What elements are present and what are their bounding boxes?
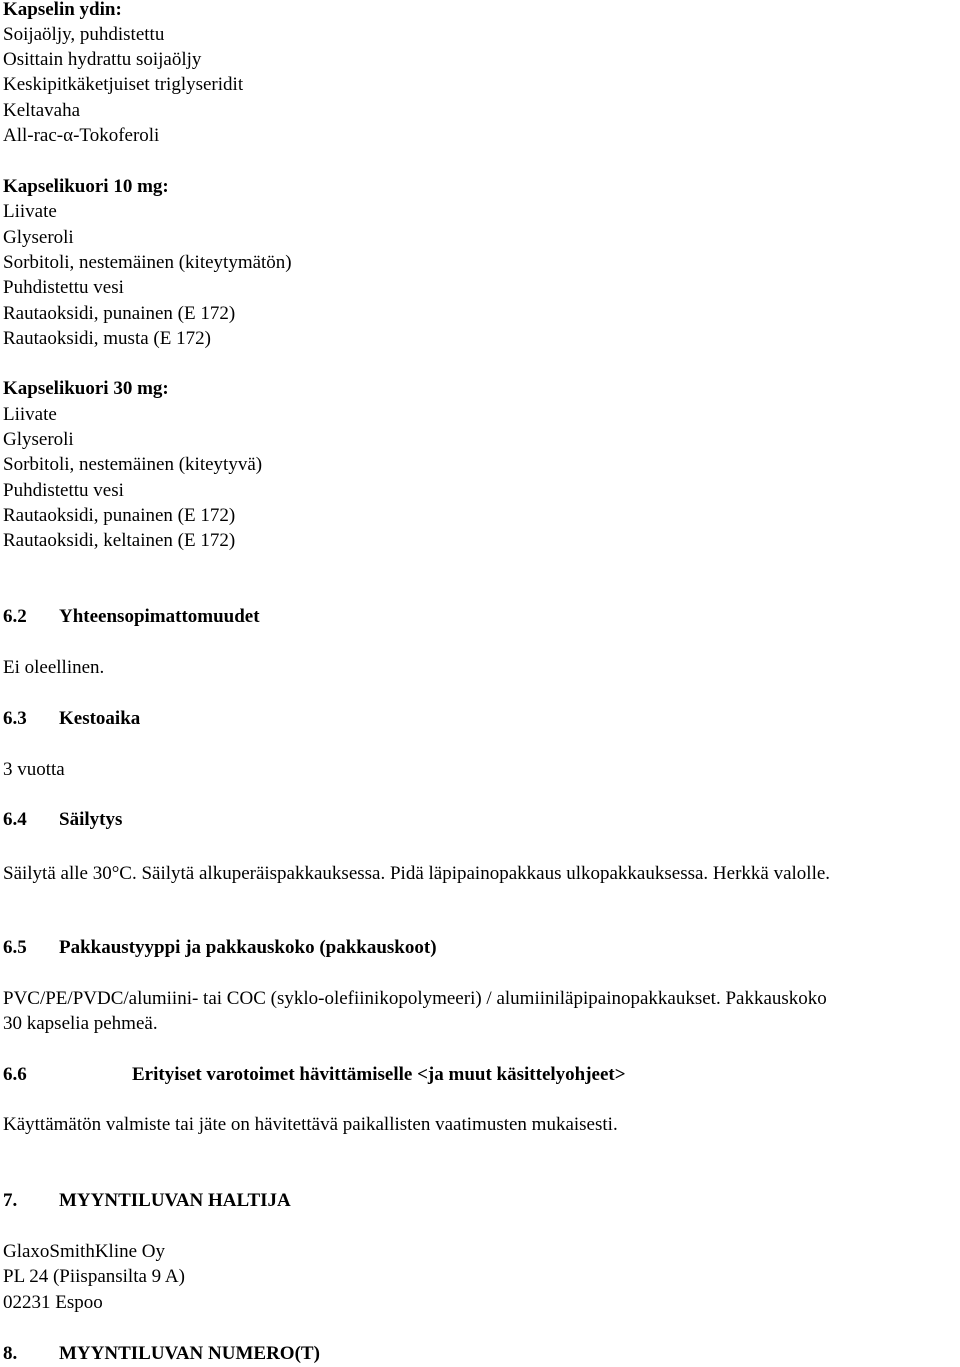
list-item: Glyseroli [3,429,74,450]
list-item: Glyseroli [3,227,74,248]
list-item: Keltavaha [3,100,81,121]
list-item: Sorbitoli, nestemäinen (kiteytymätön) [3,252,292,273]
shell-30mg-heading: Kapselikuori 30 mg: [3,378,169,399]
list-item: Liivate [3,404,57,425]
list-item: Sorbitoli, nestemäinen (kiteytyvä) [3,454,263,475]
section-number: 6.4 [3,809,27,830]
section-text: 3 vuotta [3,759,65,780]
address-line: 02231 Espoo [3,1292,103,1313]
list-item: Rautaoksidi, keltainen (E 172) [3,530,236,551]
section-number: 6.2 [3,606,27,627]
list-item: Liivate [3,201,57,222]
section-title: Erityiset varotoimet hävittämiselle <ja muut käsittelyohjeet> [132,1064,626,1085]
section-title: MYYNTILUVAN NUMERO(T) [59,1343,320,1364]
list-item: Rautaoksidi, musta (E 172) [3,328,211,349]
list-item: Osittain hydrattu soijaöljy [3,49,202,70]
section-number: 6.6 [3,1064,27,1085]
section-title: Yhteensopimattomuudet [59,606,260,627]
address-line: PL 24 (Piispansilta 9 A) [3,1266,185,1287]
section-number: 6.5 [3,937,27,958]
list-item: Soijaöljy, puhdistettu [3,24,165,45]
list-item: Rautaoksidi, punainen (E 172) [3,303,236,324]
section-title: Pakkaustyyppi ja pakkauskoko (pakkauskoot) [59,937,437,958]
list-item: Puhdistettu vesi [3,277,124,298]
section-number: 7. [3,1190,18,1211]
list-item: All-rac-α-Tokoferoli [3,125,160,146]
section-text: Säilytä alle 30°C. Säilytä alkuperäispakkauksessa. Pidä läpipainopakkaus ulkopakkauksessa. Herkkä valolle. [3,863,831,884]
list-item: Keskipitkäketjuiset triglyseridit [3,74,244,95]
capsule-core-heading: Kapselin ydin: [3,0,122,20]
section-number: 6.3 [3,708,27,729]
section-text: Ei oleellinen. [3,657,105,678]
list-item: Puhdistettu vesi [3,480,124,501]
section-number: 8. [3,1343,18,1364]
section-text: PVC/PE/PVDC/alumiini- tai COC (syklo-olefiinikopolymeeri) / alumiiniläpipainopakkaukset. Pakkauskoko [3,988,827,1009]
section-title: Kestoaika [59,708,141,729]
list-item: Rautaoksidi, punainen (E 172) [3,505,236,526]
section-text: Käyttämätön valmiste tai jäte on hävitettävä paikallisten vaatimusten mukaisesti. [3,1114,618,1135]
address-line: GlaxoSmithKline Oy [3,1241,166,1262]
section-text: 30 kapselia pehmeä. [3,1013,158,1034]
shell-10mg-heading: Kapselikuori 10 mg: [3,176,169,197]
section-title: Säilytys [59,809,123,830]
section-title: MYYNTILUVAN HALTIJA [59,1190,291,1211]
